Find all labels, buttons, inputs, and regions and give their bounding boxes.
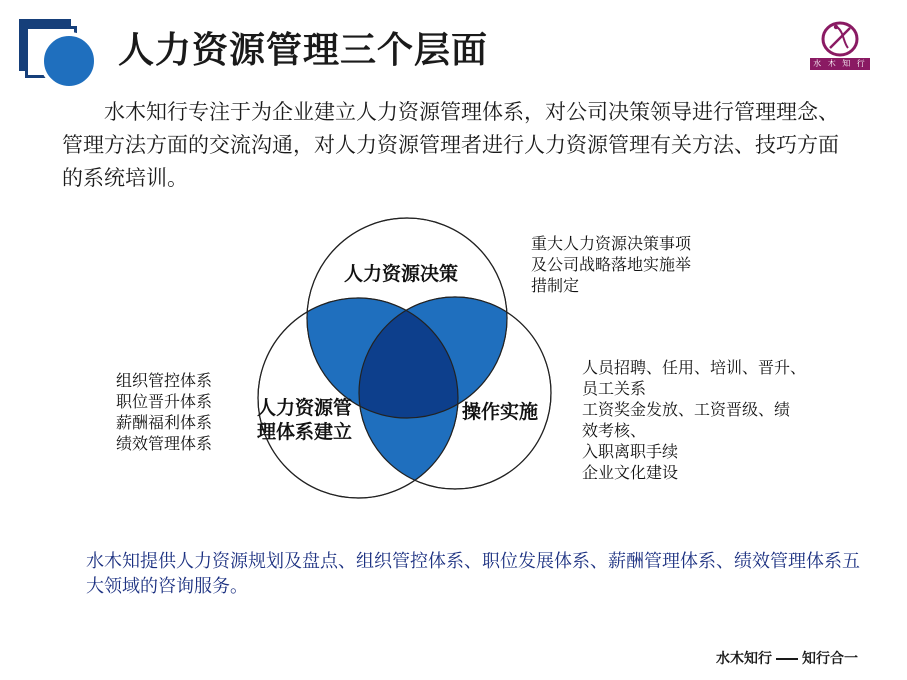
footer-brand: 水木知行 <box>716 651 772 667</box>
label-system <box>257 396 352 444</box>
footer-motto: 知行合一 <box>802 651 858 667</box>
label-system-line2: 理体系建立 <box>257 421 353 443</box>
note-decision-line: 措制定 <box>531 276 580 295</box>
label-system-line1: 人力资源管 <box>257 397 353 419</box>
note-operation-line: 工资奖金发放、工资晋级、绩 <box>582 400 791 419</box>
note-system-line: 组织管控体系 <box>116 371 213 390</box>
note-operation-line: 企业文化建设 <box>582 463 679 482</box>
note-operation-line: 员工关系 <box>582 379 647 398</box>
note-decision-line: 重大人力资源决策事项 <box>531 234 692 253</box>
logo-text: 水 木 知 行 <box>810 58 870 70</box>
note-system-line: 绩效管理体系 <box>116 434 213 453</box>
note-system <box>116 370 212 454</box>
footer-divider <box>776 658 798 660</box>
page-title: 人力资源管理三个层面 <box>118 30 489 71</box>
label-operation: 操作实施 <box>462 401 539 423</box>
intro-paragraph: 水木知行专注于为企业建立人力资源管理体系，对公司决策领导进行管理理念、管理方法方面的交流沟通，对人力资源管理者进行人力资源管理有关方法、技巧方面的系统培训。 <box>62 100 839 190</box>
note-decision <box>531 233 691 296</box>
note-decision-line: 及公司战略落地实施举 <box>531 255 692 274</box>
note-operation-line: 人员招聘、任用、培训、晋升、 <box>582 358 807 377</box>
label-decision: 人力资源决策 <box>344 263 459 285</box>
note-system-line: 薪酬福利体系 <box>116 413 213 432</box>
footer-slogan <box>716 648 858 668</box>
note-operation <box>582 357 806 483</box>
note-system-line: 职位晋升体系 <box>116 392 213 411</box>
summary-text: 水木知提供人力资源规划及盘点、组织管控体系、职位发展体系、薪酬管理体系、绩效管理体系五大领域的咨询服务。 <box>86 551 860 597</box>
note-operation-line: 效考核、 <box>582 421 647 440</box>
note-operation-line: 入职离职手续 <box>582 442 679 461</box>
